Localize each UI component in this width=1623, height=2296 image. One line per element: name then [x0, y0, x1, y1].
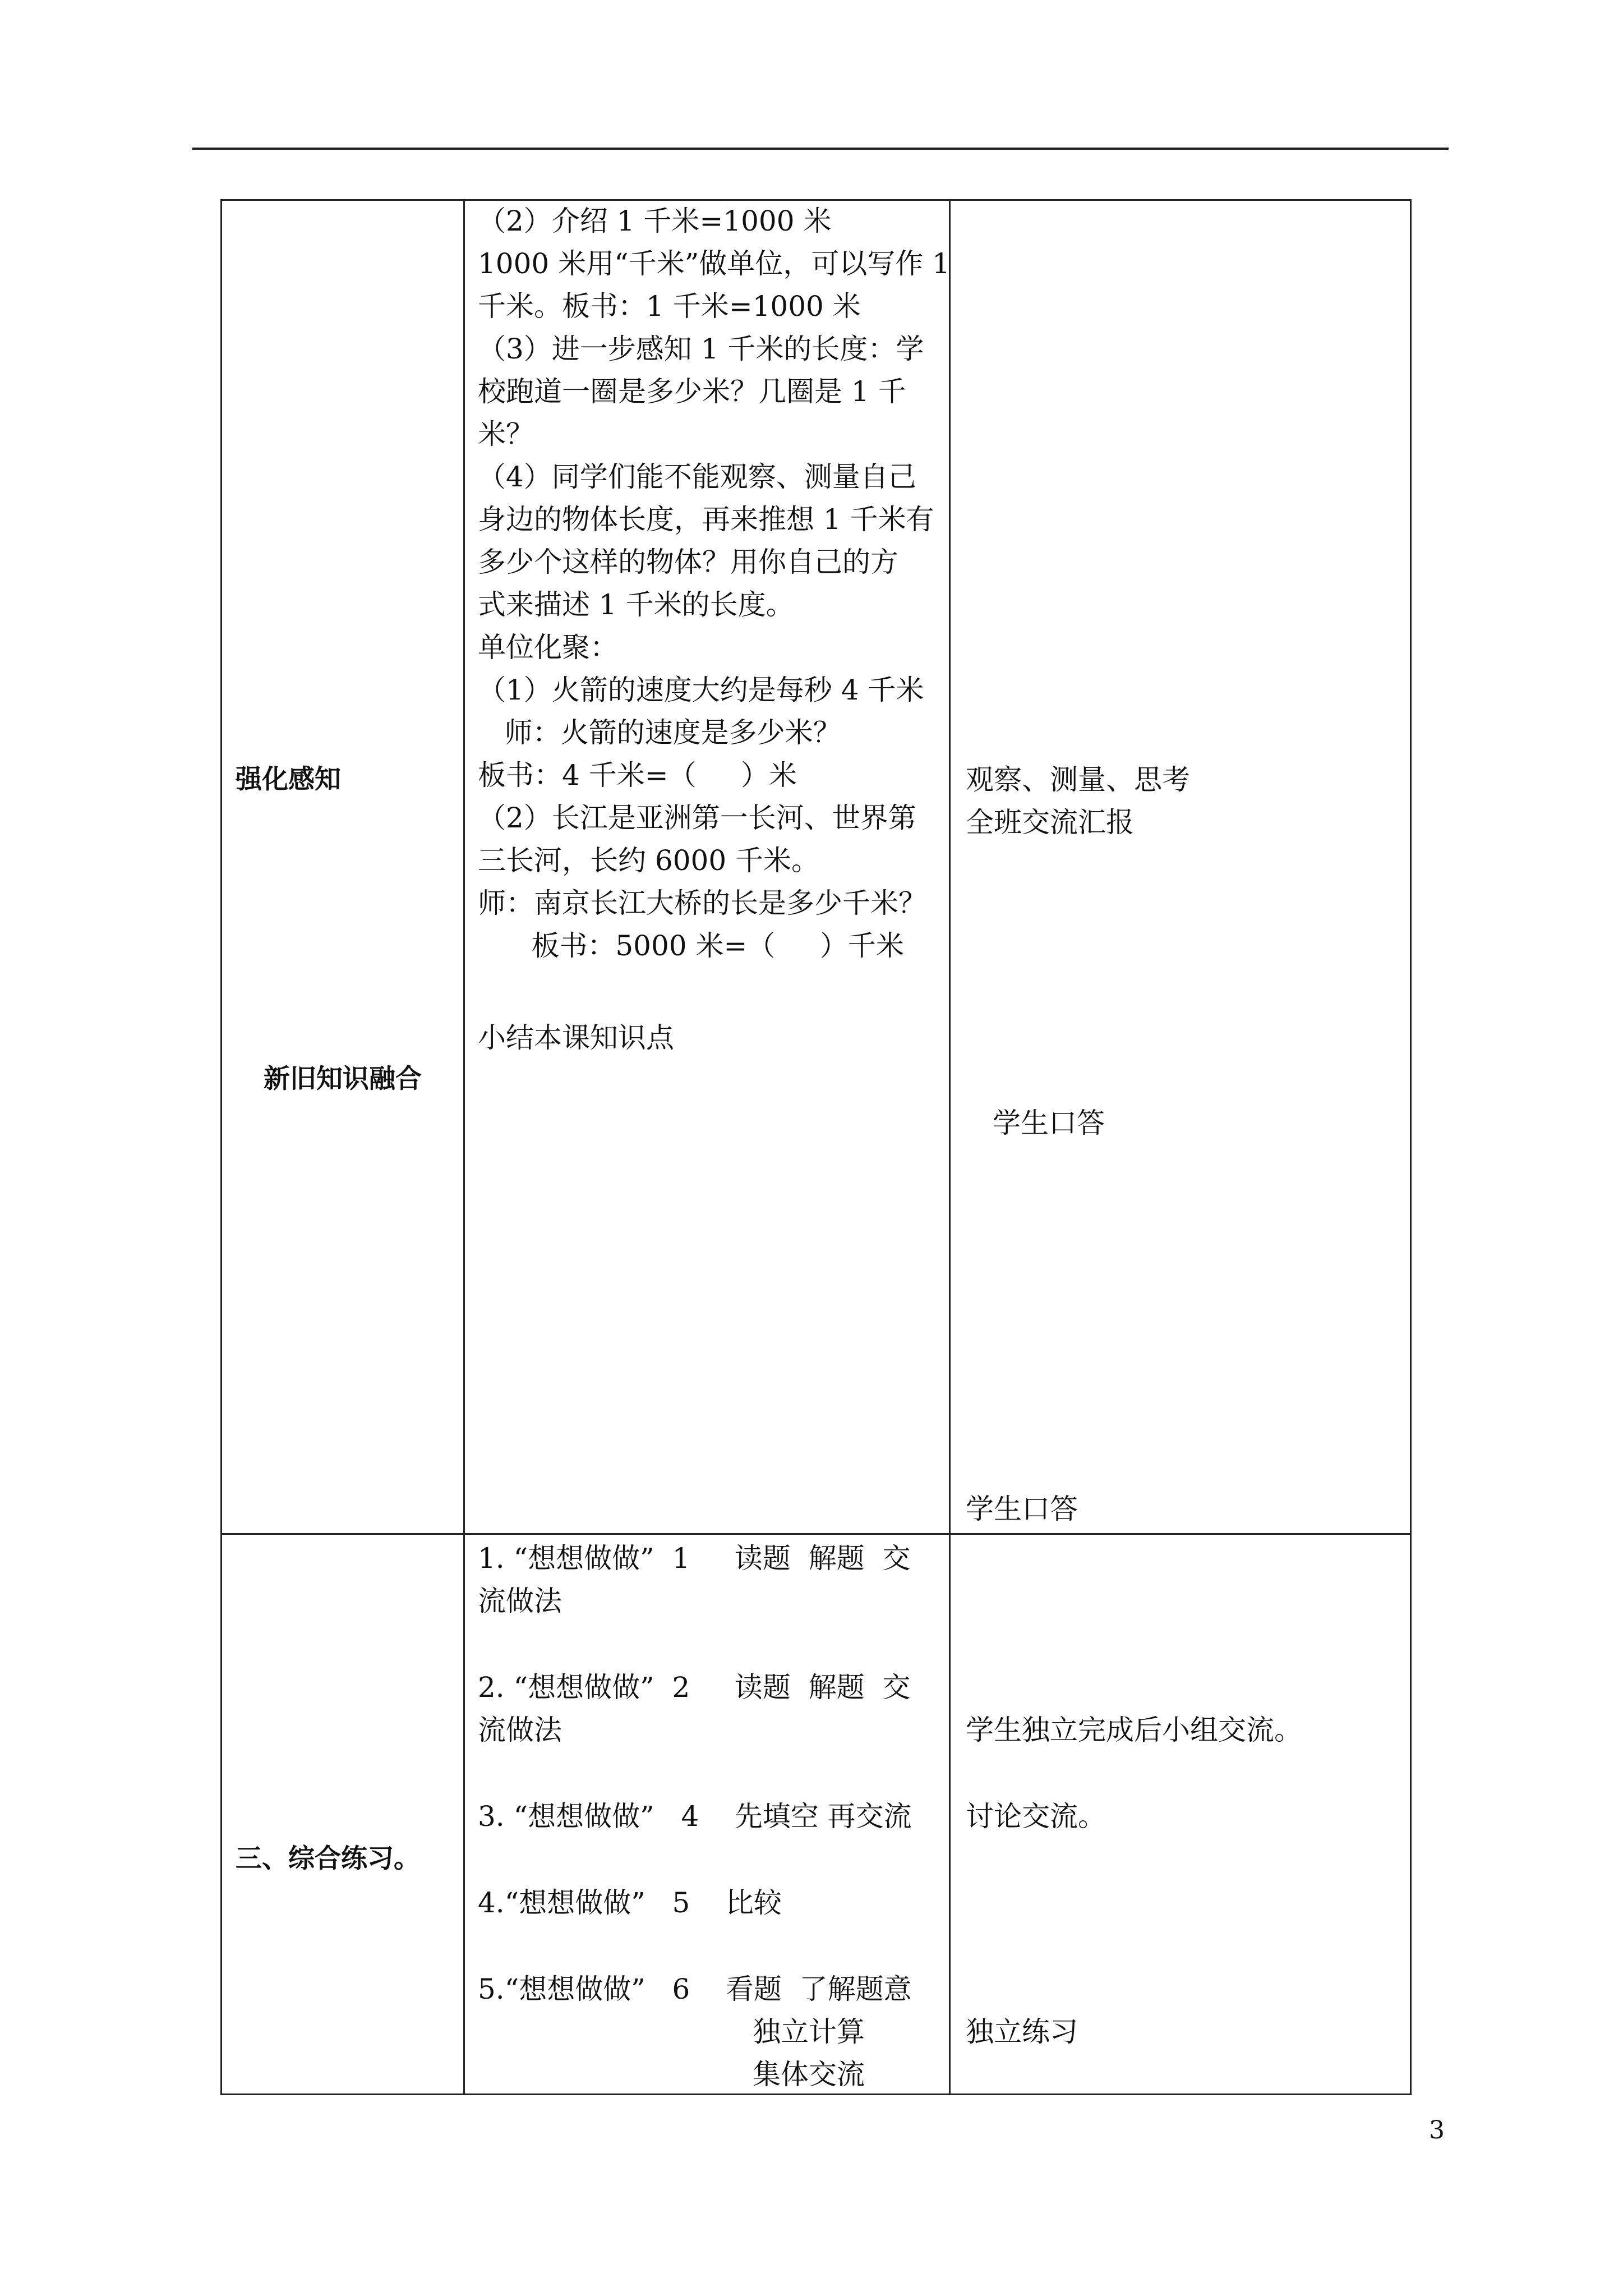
text-line: 师：南京长江大桥的长是多少千米？ [478, 887, 926, 919]
text-line: 全班交流汇报 [966, 806, 1134, 839]
text-line: 单位化聚： [478, 631, 618, 664]
header-rule [192, 148, 1449, 150]
text-line: 米？ [478, 418, 534, 450]
teacher-activity-text [478, 200, 950, 967]
page-number: 3 [1429, 2116, 1445, 2145]
text-line: 观察、测量、思考 [966, 763, 1190, 796]
student-activity-text: 学生独立完成后小组交流。 [966, 1714, 1302, 1746]
student-activity-text: 讨论交流。 [966, 1800, 1106, 1833]
text-line: 板书：4 千米=（ ）米 [478, 759, 797, 792]
student-answer: 学生口答 [966, 1493, 1078, 1525]
text-line: 千米。板书：1 千米=1000 米 [478, 290, 861, 323]
exercise-item: 5.“想想做做” 6 看题 了解题意 [478, 1973, 912, 2005]
stage-label-integrate: 新旧知识融合 [264, 1064, 422, 1094]
student-activity-text: 独立练习 [966, 2016, 1078, 2048]
text-line: （2）长江是亚洲第一长河、世界第 [478, 802, 916, 834]
text-line: 师：火箭的速度是多少米？ [478, 716, 841, 749]
text-line: 式来描述 1 千米的长度。 [478, 588, 794, 621]
text-line: 身边的物体长度，再来推想 1 千米有 [478, 503, 934, 536]
text-line: （2）介绍 1 千米=1000 米 [478, 205, 832, 237]
exercise-item-cont: 流做法 [478, 1585, 562, 1617]
text-line: 板书：5000 米=（ ）千米 [478, 930, 904, 962]
text-line: 1000 米用“千米”做单位，可以写作 1 [478, 247, 950, 280]
exercise-item-cont: 独立计算 [753, 2016, 865, 2048]
stage-label-reinforce: 强化感知 [236, 764, 341, 795]
exercise-item: 1. “想想做做” 1 读题 解题 交 [478, 1542, 911, 1575]
student-answer: 学生口答 [993, 1107, 1105, 1139]
text-line: 三长河，长约 6000 千米。 [478, 844, 820, 877]
text-line: （1）火箭的速度大约是每秒 4 千米 [478, 674, 924, 706]
text-line: （3）进一步感知 1 千米的长度：学 [478, 333, 924, 365]
exercise-item-cont: 集体交流 [753, 2058, 865, 2091]
teacher-summary: 小结本课知识点 [478, 1022, 674, 1054]
stage-label-practice: 三、综合练习。 [236, 1843, 420, 1874]
text-line: 校跑道一圈是多少米？几圈是 1 千 [478, 375, 906, 408]
table-row-divider [220, 1533, 1412, 1535]
exercise-item: 4.“想想做做” 5 比较 [478, 1887, 782, 1919]
exercise-item: 3. “想想做做” 4 先填空 再交流 [478, 1800, 912, 1833]
table-column-divider-1 [463, 199, 465, 2095]
exercise-item-cont: 流做法 [478, 1714, 562, 1746]
text-line: 多少个这样的物体？用你自己的方 [478, 546, 898, 578]
exercise-item: 2. “想想做做” 2 读题 解题 交 [478, 1671, 911, 1704]
text-line: （4）同学们能不能观察、测量自己 [478, 461, 916, 493]
student-activity-text [966, 758, 1190, 844]
